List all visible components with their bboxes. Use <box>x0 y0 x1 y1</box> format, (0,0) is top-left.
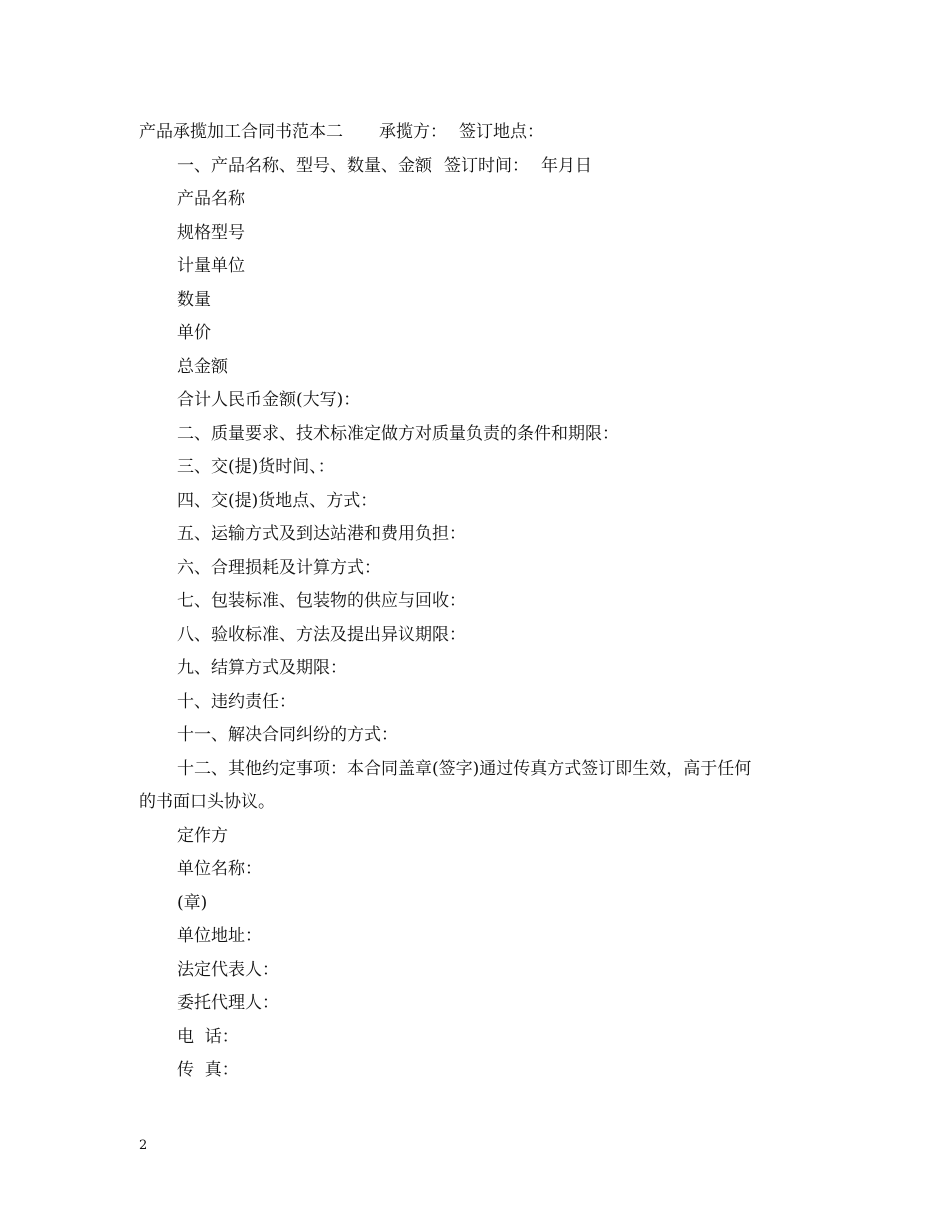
clause-12-line-2: 的书面口头协议。 <box>139 792 275 812</box>
field-spec-model: 规格型号 <box>177 222 245 243</box>
page-number: 2 <box>139 1138 148 1153</box>
clause-5: 五、运输方式及到达站港和费用负担： <box>177 524 466 544</box>
field-product-name: 产品名称 <box>177 189 245 209</box>
field-quantity: 数量 <box>177 289 211 310</box>
signature-unit-name: 单位名称： <box>177 859 262 879</box>
field-total-amount: 总金额 <box>177 356 228 377</box>
document-title: 产品承揽加工合同书范本二 <box>139 122 343 142</box>
clause-9: 九、结算方式及期限： <box>177 658 347 678</box>
field-unit: 计量单位 <box>177 256 245 276</box>
clause-2: 二、质量要求、技术标准定做方对质量负责的条件和期限： <box>177 423 619 444</box>
document-body <box>139 116 819 1088</box>
clause-10: 十、违约责任： <box>177 691 296 712</box>
clause-3: 三、交(提)货时间、： <box>177 457 335 477</box>
header-line <box>139 116 819 150</box>
field-total-rmb: 合计人民币金额(大写)： <box>177 390 361 410</box>
signature-phone: 电 话： <box>177 1026 239 1047</box>
section-1-heading: 一、产品名称、型号、数量、金额 <box>177 155 432 176</box>
clause-12-line-1: 十二、其他约定事项：本合同盖章(签字)通过传真方式签订即生效，高于任何 <box>177 758 752 779</box>
clause-4: 四、交(提)货地点、方式： <box>177 490 378 511</box>
signing-date-label: 年月日 <box>541 155 592 176</box>
signature-legal-rep: 法定代表人： <box>177 959 279 980</box>
signing-place-label: 签订地点： <box>459 122 544 142</box>
clause-8: 八、验收标准、方法及提出异议期限： <box>177 624 466 645</box>
signature-seal: (章) <box>177 892 208 913</box>
signature-fax: 传 真： <box>177 1060 239 1080</box>
signing-time-label: 签订时间： <box>444 155 529 176</box>
clause-7: 七、包装标准、包装物的供应与回收： <box>177 591 466 611</box>
contractor-label: 承揽方： <box>379 122 447 142</box>
signature-agent: 委托代理人： <box>177 993 279 1013</box>
clause-11: 十一、解决合同纠纷的方式： <box>177 725 398 745</box>
signature-address: 单位地址： <box>177 926 262 946</box>
section-1-line <box>139 150 819 184</box>
field-unit-price: 单价 <box>177 323 211 343</box>
signature-party: 定作方 <box>177 825 228 846</box>
clause-6: 六、合理损耗及计算方式： <box>177 557 381 578</box>
